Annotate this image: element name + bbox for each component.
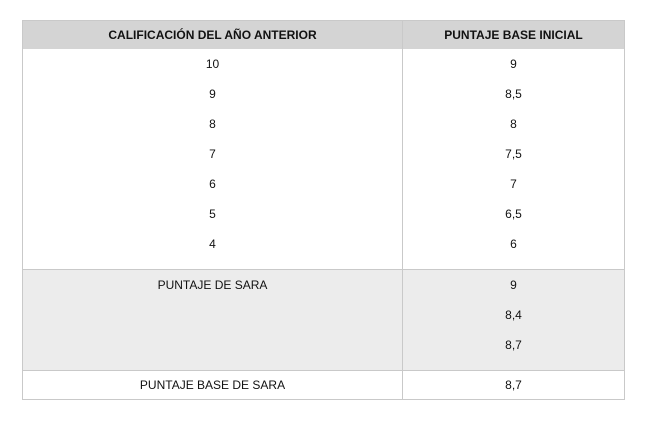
puntaje-column [403, 49, 624, 269]
sara-score-cell: 9 [510, 278, 517, 292]
calificacion-cell: 5 [209, 207, 216, 221]
calificacion-cell: 9 [209, 87, 216, 101]
puntaje-cell: 6,5 [505, 207, 522, 221]
sara-scores-label: PUNTAJE DE SARA [157, 278, 268, 292]
puntaje-cell: 8 [510, 117, 517, 131]
table-header [23, 21, 624, 49]
puntaje-cell: 7,5 [505, 147, 522, 161]
sara-score-cell: 8,7 [505, 338, 522, 352]
sara-base-label: PUNTAJE BASE DE SARA [23, 371, 403, 399]
header-calificacion: CALIFICACIÓN DEL AÑO ANTERIOR [23, 21, 403, 49]
puntaje-cell: 6 [510, 237, 517, 251]
calificacion-cell: 10 [205, 57, 220, 71]
calificacion-cell: 6 [209, 177, 216, 191]
sara-label-column [23, 270, 403, 370]
calificacion-cell: 8 [209, 117, 216, 131]
puntaje-cell: 7 [510, 177, 517, 191]
conversion-section [23, 49, 624, 269]
sara-scores-section [23, 269, 624, 370]
sara-base-row [23, 370, 624, 399]
calificacion-cell: 7 [209, 147, 216, 161]
sara-base-value: 8,7 [505, 378, 522, 392]
calificacion-cell: 4 [209, 237, 216, 251]
score-table [22, 20, 625, 400]
sara-values-column [403, 270, 624, 370]
sara-score-cell: 8,4 [505, 308, 522, 322]
puntaje-cell: 8,5 [505, 87, 522, 101]
calificacion-column [23, 49, 403, 269]
puntaje-cell: 9 [510, 57, 517, 71]
header-puntaje: PUNTAJE BASE INICIAL [444, 28, 583, 42]
